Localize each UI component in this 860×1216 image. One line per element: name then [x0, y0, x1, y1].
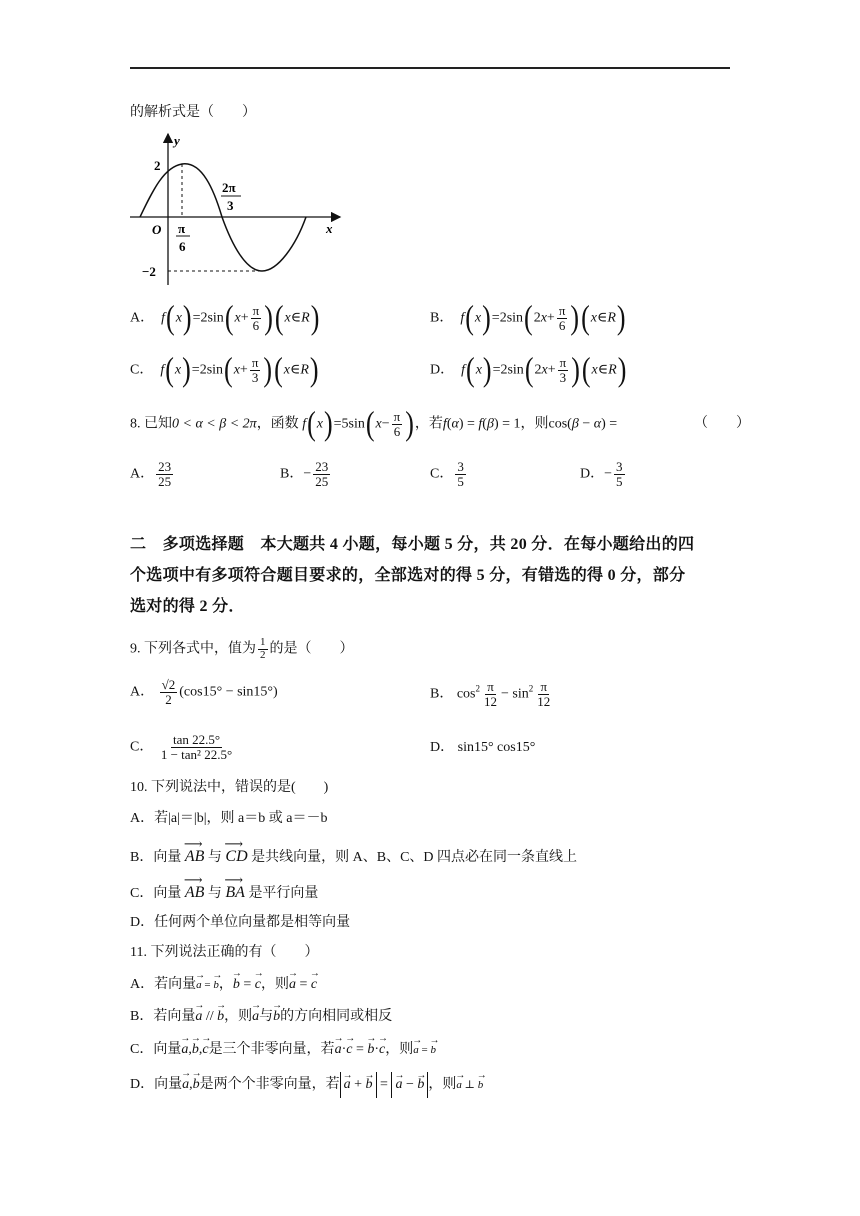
q8-stem: 8. 已知0 < α < β < 2π，函数 f(x)=5sin(x− $\frac{\pi}{6}$ )，若f(α) = f(β) = 1，则cos(β − α) = — [130, 404, 618, 443]
q10-option-b[interactable]: B．向量 ⟶ AB 与 ⟶ CD 是共线向量，则 A、B、C、D 四点必在同一条直线上 — [130, 849, 577, 865]
tick-2pi3-num: 2π — [222, 180, 236, 195]
q10-option-c[interactable]: C．向量 ⟶ AB 与 ⟶ BA 是平行向量 — [130, 885, 318, 901]
q8-option-c[interactable]: C． $\frac{3}{5}$ — [430, 459, 464, 489]
q9-option-c[interactable]: C． $\frac{\tan 22.5^\circ}{\text{1 − tan² 22.5°}}$ — [130, 732, 233, 762]
q7-option-c[interactable]: C． f(x)=2sin(x+ $\frac{\pi}{3}$ )(x∈R) — [130, 350, 319, 389]
q10-stem: 10. 下列说法中，错误的是( ) — [130, 780, 329, 795]
q11-stem: 11. 下列说法正确的有（ ） — [130, 945, 319, 960]
tick-pi6-num: π — [178, 221, 186, 236]
q9-option-a[interactable]: A． $\frac{√2}{2}$ (cos15° − sin15°) — [130, 677, 278, 707]
q9-option-d[interactable]: D． sin15° cos15° — [430, 740, 536, 755]
q9-stem: 9. 下列各式中，值为 $\frac{1}{2}$ 的是（ ） — [130, 636, 354, 661]
q7-stem-tail: 的解析式是（ ） — [130, 105, 256, 120]
section2-line1: 二 多项选择题 本大题共 4 小题，每小题 5 分，共 20 分．在每小题给出的四 — [130, 536, 695, 553]
q11-option-b[interactable]: B．若向量→ a // → b，则→ a与→ b的方向相同或相反 — [130, 1010, 392, 1024]
q7-option-b[interactable]: B． f(x)=2sin(2x+ $\frac{\pi}{6}$ )(x∈R) — [430, 298, 626, 337]
q8-option-a[interactable]: A． $\frac{23}{25}$ — [130, 459, 172, 489]
q10-option-d[interactable]: D．任何两个单位向量都是相等向量 — [130, 915, 351, 930]
tick-pi6-den: 6 — [179, 239, 186, 254]
origin-label: O — [152, 222, 162, 237]
tick-2pi3-den: 3 — [227, 198, 234, 213]
min-label: −2 — [142, 264, 156, 279]
q8-option-b[interactable]: B．− $\frac{23}{25}$ — [280, 459, 329, 489]
x-axis-label: x — [326, 221, 333, 236]
max-label: 2 — [154, 158, 161, 173]
q9-option-b[interactable]: B． $\cos^2$ $\frac{\pi}{12}$ − $\sin^2$ $\frac{\pi}{12}$ — [430, 679, 551, 709]
header-rule — [130, 67, 730, 69]
section2-line3: 选对的得 2 分． — [130, 598, 245, 615]
q7-option-a[interactable]: A． f(x)=2sin(x+ $\frac{\pi}{6}$ )(x∈R) — [130, 298, 320, 337]
y-axis-label: y — [174, 133, 180, 148]
q8-option-d[interactable]: D．− $\frac{3}{5}$ — [580, 459, 623, 489]
q10-option-a[interactable]: A．若|a|＝|b|，则 a＝b 或 a＝－b — [130, 811, 328, 826]
q7-sine-graph — [128, 130, 350, 290]
q11-option-d[interactable]: D．向量→ a,→ b是两个个非零向量，若→ a + → b = → a − → b ，则→ a ⊥ → b — [130, 1072, 483, 1098]
q7-option-d[interactable]: D． f(x)=2sin(2x+ $\frac{\pi}{3}$ )(x∈R) — [430, 350, 627, 389]
q11-option-c[interactable]: C．向量→ a,→ b,→ c是三个非零向量，若→ a·→ c = → b·→ c，则→ a = → b — [130, 1043, 436, 1057]
section2-line2: 个选项中有多项符合题目要求的，全部选对的得 5 分，有错选的得 0 分，部分 — [130, 567, 686, 584]
q11-option-a[interactable]: A．若向量→ a = → b，→ b = → c，则→ a = → c — [130, 978, 317, 992]
q8-answer-paren: （ ） — [694, 416, 750, 431]
